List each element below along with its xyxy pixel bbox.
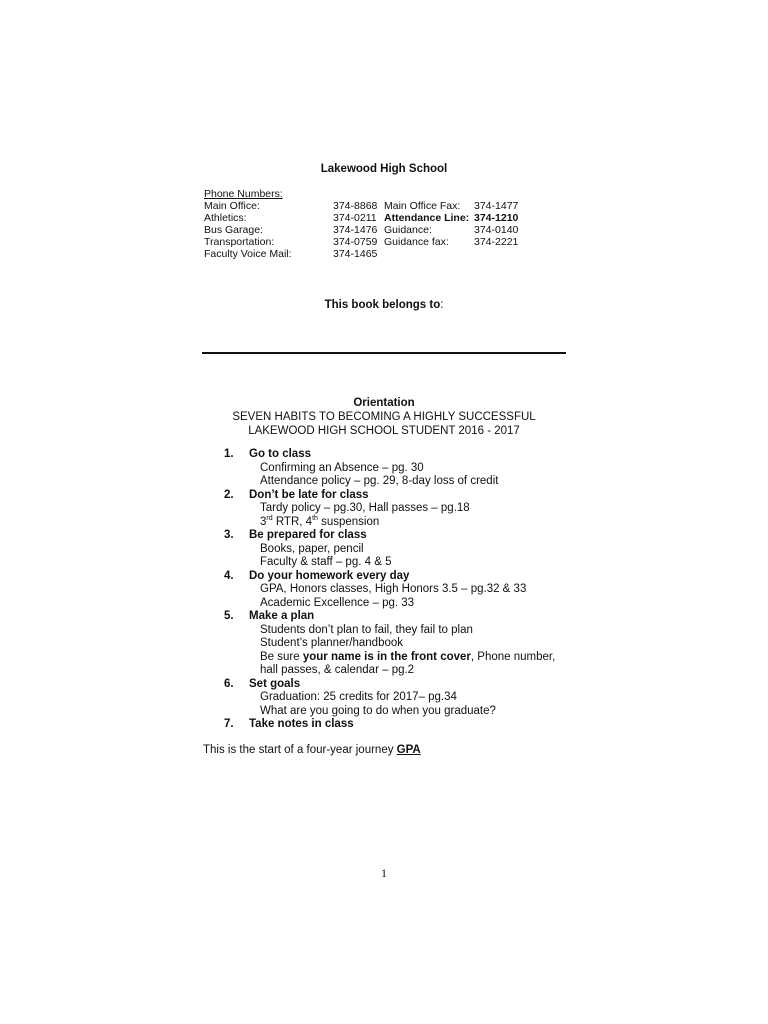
habit-detail: Tardy policy – pg.30, Hall passes – pg.18	[260, 502, 470, 514]
habit-title: Do your homework every day	[249, 569, 410, 582]
list-item	[224, 448, 564, 489]
phone-row	[204, 200, 544, 212]
habit-title: Take notes in class	[249, 718, 354, 730]
habit-detail: Attendance policy – pg. 29, 8-day loss of credit	[260, 475, 499, 487]
phone-label: Bus Garage:	[204, 224, 263, 236]
list-item	[224, 489, 564, 530]
orientation-subtitle-line1: SEVEN HABITS TO BECOMING A HIGHLY SUCCESSFUL	[232, 411, 536, 423]
habit-number: 4.	[224, 569, 234, 582]
phone-label: Guidance:	[384, 224, 432, 236]
habit-number: 1.	[224, 448, 234, 460]
phone-label: Athletics:	[204, 212, 247, 224]
habits-list	[224, 448, 564, 732]
phone-numbers-header: Phone Numbers:	[204, 188, 283, 200]
page-number: 1	[381, 866, 387, 880]
habit-detail-rtr: 3rd RTR, 4th suspension	[260, 514, 380, 528]
attendance-line-label: Attendance Line:	[384, 212, 470, 224]
phone-number: 374-0211	[333, 212, 377, 224]
orientation-header	[0, 396, 768, 438]
list-item	[224, 570, 564, 611]
habit-detail: hall passes, & calendar – pg.2	[260, 664, 415, 676]
phone-number: 374-0140	[474, 224, 519, 236]
owner-name-rule	[202, 352, 566, 354]
habit-number: 3.	[224, 529, 234, 541]
habit-detail: What are you going to do when you graduate?	[260, 704, 496, 717]
journey-text: This is the start of a four-year journey	[203, 744, 397, 756]
list-item	[224, 678, 564, 719]
orientation-subtitle-line2: LAKEWOOD HIGH SCHOOL STUDENT 2016 - 2017	[248, 425, 520, 437]
attendance-line-number: 374-1210	[474, 212, 519, 224]
habit-detail: Confirming an Absence – pg. 30	[260, 461, 424, 474]
list-item	[224, 529, 564, 570]
habit-number: 7.	[224, 718, 234, 730]
phone-row	[204, 224, 544, 236]
phone-number: 374-1476	[333, 224, 378, 236]
journey-gpa: GPA	[396, 744, 421, 756]
phone-label: Guidance fax:	[384, 236, 449, 248]
phone-number: 374-0759	[333, 236, 378, 248]
habit-title: Set goals	[249, 677, 301, 690]
phone-row	[204, 248, 544, 260]
habit-detail: Academic Excellence – pg. 33	[260, 596, 415, 609]
phone-label: Main Office:	[204, 200, 260, 212]
journey-line	[203, 744, 421, 756]
habit-detail: Graduation: 25 credits for 2017– pg.34	[260, 691, 457, 703]
phone-row	[204, 236, 544, 248]
habit-number: 5.	[224, 610, 234, 622]
habit-detail: GPA, Honors classes, High Honors 3.5 – pg.32 & 33	[260, 583, 527, 595]
book-owner-line	[0, 299, 768, 311]
book-owner-label: This book belongs to	[324, 299, 441, 311]
habit-title: Don’t be late for class	[249, 488, 369, 501]
habit-title: Make a plan	[249, 610, 315, 622]
habit-detail: Faculty & staff – pg. 4 & 5	[260, 556, 392, 568]
phone-numbers-block	[204, 188, 544, 260]
orientation-heading: Orientation	[353, 397, 415, 409]
school-title: Lakewood High School	[320, 163, 448, 175]
habit-title: Be prepared for class	[249, 529, 367, 541]
phone-label: Faculty Voice Mail:	[204, 248, 292, 260]
phone-number: 374-1477	[474, 200, 519, 212]
habit-number: 2.	[224, 488, 234, 501]
habit-detail: Students don’t plan to fail, they fail to plan	[260, 623, 473, 636]
habit-detail: Books, paper, pencil	[260, 542, 364, 555]
habit-detail-cover: Be sure your name is in the front cover, Phone number,	[260, 650, 556, 663]
phone-number: 374-8868	[333, 200, 378, 212]
list-item	[224, 610, 564, 678]
phone-row	[204, 212, 544, 224]
phone-number: 374-1465	[333, 248, 378, 260]
book-owner-colon: :	[440, 299, 444, 311]
phone-label: Transportation:	[204, 236, 275, 248]
phone-number: 374-2221	[474, 236, 519, 248]
habit-title: Go to class	[249, 448, 311, 460]
habit-detail: Student’s planner/handbook	[260, 637, 404, 649]
phone-label: Main Office Fax:	[384, 200, 461, 212]
list-item	[224, 718, 564, 732]
habit-number: 6.	[224, 677, 234, 690]
